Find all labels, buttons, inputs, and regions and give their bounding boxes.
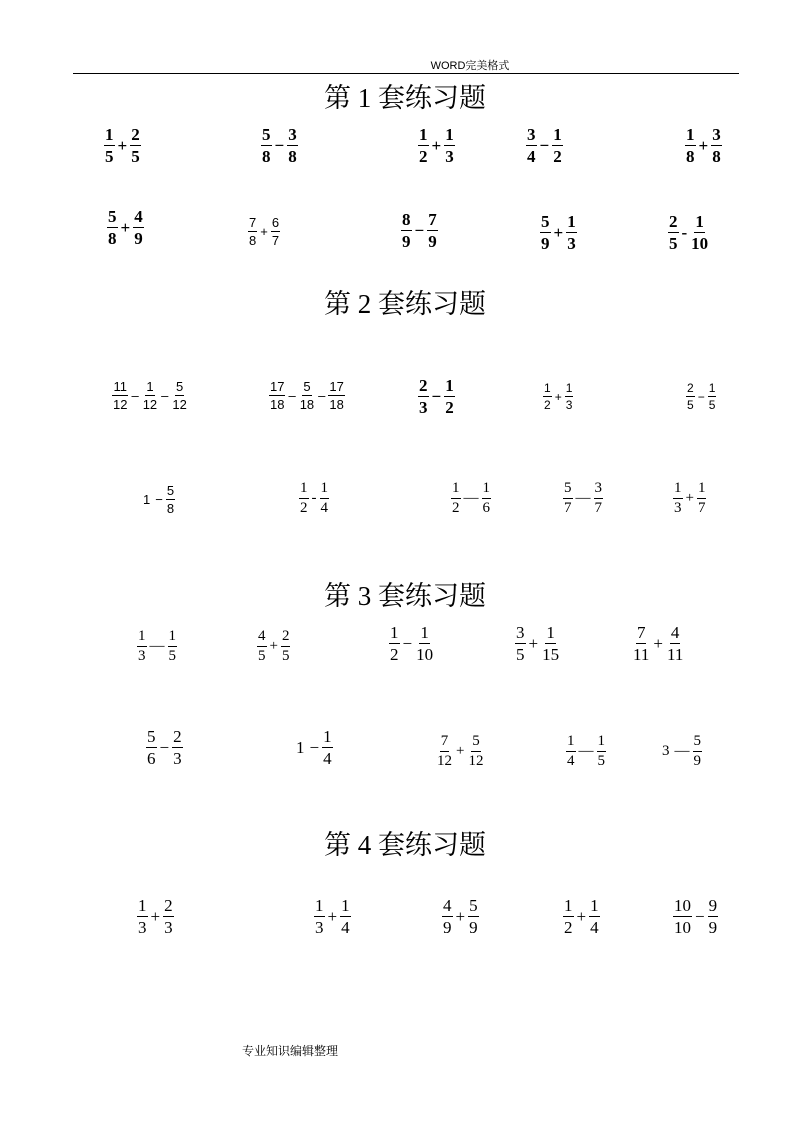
numerator: 9: [708, 896, 718, 915]
denominator: 3: [138, 918, 147, 937]
numerator: 1: [544, 381, 551, 395]
denominator: 9: [402, 232, 411, 251]
denominator: 7: [697, 500, 706, 516]
numerator: 10: [674, 896, 691, 915]
denominator: 5: [516, 645, 525, 664]
fraction: [708, 382, 717, 411]
fraction: [166, 484, 175, 515]
fraction: [328, 380, 344, 411]
operator: –: [318, 388, 326, 403]
denominator: 8: [686, 147, 695, 166]
problem-s3-7: [296, 728, 333, 767]
numerator: 3: [527, 125, 536, 144]
numerator: 1: [566, 734, 576, 752]
denominator: 2: [452, 500, 460, 516]
denominator: 6: [147, 749, 156, 768]
fraction: [444, 377, 455, 416]
denominator: 5: [597, 753, 605, 769]
operator: −: [309, 737, 320, 757]
numerator: 5: [471, 734, 481, 752]
problem-s4-5: [673, 897, 718, 936]
denominator: 4: [341, 918, 350, 937]
problem-s2-1: [112, 380, 188, 411]
denominator: 2: [445, 398, 454, 417]
numerator: 17: [329, 379, 344, 394]
denominator: 8: [108, 229, 117, 248]
numerator: 5: [563, 481, 573, 499]
numerator: 7: [440, 734, 450, 752]
operator: −: [431, 386, 442, 406]
operator: −: [274, 135, 285, 155]
problem-s2-2: [269, 380, 345, 411]
denominator: 3: [567, 234, 576, 253]
denominator: 5: [258, 648, 266, 664]
operator: +: [117, 135, 128, 155]
denominator: 12: [437, 753, 452, 769]
numerator: 6: [271, 215, 280, 230]
operator: +: [554, 389, 562, 404]
denominator: 4: [567, 753, 575, 769]
problem-s4-2: [314, 897, 351, 936]
operator: +: [553, 222, 564, 242]
operator: +: [269, 638, 278, 654]
numerator: 3: [288, 125, 297, 144]
section-title-3: 第 3 套练习题: [324, 581, 486, 611]
denominator: 11: [666, 645, 684, 664]
denominator: 7: [594, 500, 602, 516]
problem-s2-10: [673, 481, 706, 516]
section-title-1: 第 1 套练习题: [324, 83, 486, 113]
numerator: 5: [108, 207, 117, 226]
fraction: [711, 126, 722, 165]
denominator: 3: [445, 147, 454, 166]
numerator: 4: [443, 896, 452, 915]
numerator: 2: [131, 125, 140, 144]
denominator: 2: [544, 398, 551, 412]
fraction: [281, 629, 291, 664]
numerator: 2: [281, 629, 291, 647]
numerator: 1: [451, 481, 461, 499]
fraction: [693, 734, 703, 769]
fraction: [340, 897, 351, 936]
denominator: 5: [669, 234, 678, 253]
problem-s4-1: [137, 897, 174, 936]
fraction: [690, 213, 709, 252]
fraction: [427, 211, 438, 250]
fraction: [515, 624, 526, 663]
denominator: 12: [142, 397, 158, 412]
fraction: [597, 734, 607, 769]
fraction: [171, 380, 187, 411]
fraction: [172, 728, 183, 767]
numerator: 1: [445, 125, 454, 144]
denominator: 5: [687, 398, 694, 412]
fraction: [468, 897, 479, 936]
operator: +: [456, 743, 465, 759]
numerator: 5: [541, 212, 550, 231]
numerator: 5: [693, 734, 703, 752]
numerator: 1: [420, 623, 429, 642]
operator: +: [455, 906, 466, 926]
numerator: 1: [299, 481, 309, 499]
whole-number: 1: [296, 737, 305, 757]
fraction: [314, 897, 325, 936]
numerator: 1: [553, 125, 562, 144]
numerator: 1: [686, 125, 695, 144]
numerator: 5: [469, 896, 478, 915]
problem-s2-8: [451, 481, 491, 516]
operator: +: [576, 906, 587, 926]
fraction: [543, 382, 552, 411]
problem-s3-1: [137, 629, 177, 664]
fraction: [563, 897, 574, 936]
denominator: 4: [590, 918, 599, 937]
numerator: 5: [147, 727, 156, 746]
operator: +: [327, 906, 338, 926]
problem-s2-4: [543, 382, 573, 411]
numerator: 1: [138, 896, 147, 915]
fraction: [133, 208, 144, 247]
fraction: [163, 897, 174, 936]
numerator: 1: [482, 481, 492, 499]
numerator: 1: [168, 629, 178, 647]
fraction: [142, 380, 158, 411]
fraction: [708, 897, 719, 936]
fraction: [540, 213, 551, 252]
problem-s2-3: [418, 377, 455, 416]
denominator: 12: [468, 753, 484, 769]
denominator: 3: [315, 918, 324, 937]
denominator: 3: [674, 500, 682, 516]
numerator: 1: [597, 734, 607, 752]
numerator: 4: [134, 207, 143, 226]
numerator: 1: [673, 481, 683, 499]
section-title-4: 第 4 套练习题: [324, 830, 486, 860]
denominator: 10: [416, 645, 434, 664]
denominator: 5: [168, 648, 176, 664]
problem-s1-6: [107, 208, 144, 247]
numerator: 7: [428, 210, 437, 229]
fraction: [632, 624, 650, 663]
fraction: [552, 126, 563, 165]
fraction: [444, 126, 455, 165]
numerator: 11: [113, 379, 127, 394]
denominator: 5: [131, 147, 140, 166]
fraction: [565, 382, 574, 411]
fraction: [261, 126, 272, 165]
fraction: [299, 380, 315, 411]
numerator: 1: [320, 481, 330, 499]
operator: −: [697, 389, 705, 404]
numerator: 1: [315, 896, 324, 915]
denominator: 4: [527, 147, 536, 166]
fraction: [418, 377, 429, 416]
fraction: [112, 380, 128, 411]
problem-s3-10: [662, 734, 702, 769]
fraction: [299, 481, 309, 516]
fraction: [104, 126, 115, 165]
fraction: [589, 897, 600, 936]
denominator: 2: [300, 500, 308, 516]
whole-number: 3: [662, 743, 670, 759]
operator: −: [402, 633, 413, 653]
denominator: 11: [633, 645, 650, 664]
denominator: 9: [541, 234, 550, 253]
denominator: 2: [390, 645, 399, 664]
denominator: 12: [172, 397, 187, 412]
fraction: [137, 897, 148, 936]
fraction: [467, 734, 484, 769]
operator: +: [120, 217, 131, 237]
denominator: 5: [708, 398, 716, 412]
fraction: [287, 126, 298, 165]
numerator: 1: [341, 896, 350, 915]
operator: −: [155, 492, 163, 507]
numerator: 3: [594, 481, 604, 499]
numerator: 1: [695, 212, 704, 231]
numerator: 1: [137, 629, 147, 647]
denominator: 10: [674, 918, 691, 937]
operator: −: [695, 906, 705, 926]
fraction: [436, 734, 453, 769]
fraction: [673, 481, 683, 516]
numerator: 3: [712, 125, 721, 144]
problem-s4-3: [442, 897, 479, 936]
denominator: 7: [564, 500, 572, 516]
numerator: 7: [249, 215, 257, 230]
numerator: 1: [708, 381, 716, 395]
denominator: 9: [134, 229, 143, 248]
denominator: 3: [173, 749, 182, 768]
numerator: 1: [590, 896, 599, 915]
denominator: 9: [708, 918, 718, 937]
denominator: 5: [281, 648, 290, 664]
problem-s1-9: [540, 213, 577, 252]
fraction: [320, 481, 330, 516]
footer-text: 专业知识编辑整理: [242, 1044, 339, 1058]
fraction: [146, 728, 157, 767]
denominator: 9: [443, 918, 452, 937]
numerator: 17: [270, 379, 285, 394]
denominator: 9: [428, 232, 437, 251]
fraction: [668, 213, 679, 252]
operator: +: [150, 906, 161, 926]
problem-s3-4: [515, 624, 560, 663]
numerator: 7: [636, 623, 646, 642]
fraction: [418, 126, 429, 165]
denominator: 2: [553, 147, 562, 166]
fraction: [451, 481, 461, 516]
operator: —: [674, 743, 690, 759]
denominator: 9: [693, 753, 701, 769]
operator: –: [161, 388, 169, 403]
numerator: 1: [419, 125, 428, 144]
fraction: [563, 481, 573, 516]
denominator: 3: [164, 918, 173, 937]
denominator: 8: [288, 147, 297, 166]
fraction: [442, 897, 453, 936]
denominator: 6: [482, 500, 490, 516]
operator: +: [260, 224, 268, 239]
whole-number: 1: [143, 492, 151, 507]
numerator: 1: [105, 125, 114, 144]
denominator: 7: [271, 233, 280, 248]
numerator: 2: [669, 212, 678, 231]
problem-s3-6: [146, 728, 183, 767]
numerator: 5: [166, 483, 175, 498]
operator: -: [681, 222, 688, 242]
header-text: WORD完美格式: [430, 60, 510, 72]
fraction: [107, 208, 118, 247]
fraction: [541, 624, 560, 663]
operator: —: [578, 743, 594, 759]
numerator: 2: [164, 896, 173, 915]
numerator: 2: [419, 376, 428, 395]
fraction: [686, 382, 695, 411]
denominator: 3: [138, 648, 146, 664]
fraction: [130, 126, 141, 165]
operator: +: [431, 135, 442, 155]
operator: -: [311, 490, 317, 506]
fraction: [526, 126, 537, 165]
fraction: [269, 380, 285, 411]
fraction: [415, 624, 434, 663]
problem-s1-5: [685, 126, 722, 165]
numerator: 2: [687, 381, 694, 395]
fraction: [137, 629, 147, 664]
denominator: 8: [712, 147, 721, 166]
header-rule: [73, 73, 739, 74]
denominator: 9: [469, 918, 478, 937]
operator: −: [159, 737, 170, 757]
denominator: 2: [419, 147, 428, 166]
operator: —: [149, 638, 165, 654]
fraction: [482, 481, 492, 516]
denominator: 5: [105, 147, 114, 166]
denominator: 12: [113, 397, 128, 412]
numerator: 5: [176, 379, 184, 394]
operator: −: [539, 135, 550, 155]
numerator: 1: [564, 896, 573, 915]
fraction: [666, 624, 684, 663]
numerator: 3: [516, 623, 525, 642]
problem-s1-2: [261, 126, 298, 165]
denominator: 18: [299, 397, 315, 412]
operator: —: [463, 490, 479, 506]
numerator: 1: [546, 623, 555, 642]
numerator: 1: [445, 376, 454, 395]
operator: −: [414, 220, 425, 240]
fraction: [271, 216, 280, 247]
denominator: 4: [323, 749, 332, 768]
denominator: 3: [419, 398, 428, 417]
denominator: 8: [166, 501, 175, 516]
numerator: 1: [323, 727, 332, 746]
problem-s3-5: [632, 624, 684, 663]
numerator: 4: [670, 623, 680, 642]
fraction: [322, 728, 333, 767]
denominator: 2: [564, 918, 573, 937]
operator: +: [528, 633, 539, 653]
problem-s2-9: [563, 481, 603, 516]
problem-s3-9: [566, 734, 606, 769]
fraction: [673, 897, 692, 936]
fraction: [697, 481, 707, 516]
problem-s2-5: [686, 382, 716, 411]
numerator: 5: [262, 125, 271, 144]
fraction: [594, 481, 604, 516]
operator: +: [698, 135, 709, 155]
fraction: [566, 213, 577, 252]
denominator: 8: [249, 233, 257, 248]
problem-s1-10: [668, 213, 709, 252]
problem-s1-1: [104, 126, 141, 165]
fraction: [685, 126, 696, 165]
numerator: 4: [257, 629, 267, 647]
problem-s2-7: [299, 481, 329, 516]
problem-s3-2: [257, 629, 290, 664]
fraction: [401, 211, 412, 250]
section-title-2: 第 2 套练习题: [324, 289, 486, 319]
numerator: 8: [402, 210, 411, 229]
problem-s1-3: [418, 126, 455, 165]
numerator: 1: [146, 379, 154, 394]
denominator: 10: [691, 234, 709, 253]
denominator: 4: [320, 500, 328, 516]
operator: —: [575, 490, 591, 506]
operator: –: [288, 388, 296, 403]
numerator: 1: [697, 481, 707, 499]
numerator: 1: [567, 212, 576, 231]
problem-s1-7: [248, 216, 280, 247]
problem-s3-8: [436, 734, 484, 769]
fraction: [257, 629, 267, 664]
problem-s2-6: [143, 484, 175, 515]
numerator: 1: [390, 623, 399, 642]
fraction: [168, 629, 178, 664]
denominator: 18: [270, 397, 285, 412]
problem-s1-4: [526, 126, 563, 165]
fraction: [566, 734, 576, 769]
problem-s4-4: [563, 897, 600, 936]
fraction: [389, 624, 400, 663]
problem-s3-3: [389, 624, 434, 663]
denominator: 3: [565, 398, 573, 412]
denominator: 18: [329, 397, 344, 412]
numerator: 5: [303, 379, 311, 394]
denominator: 8: [262, 147, 271, 166]
problem-s1-8: [401, 211, 438, 250]
operator: +: [685, 490, 694, 506]
denominator: 15: [542, 645, 560, 664]
operator: +: [653, 633, 663, 653]
fraction: [248, 216, 257, 247]
operator: –: [131, 388, 139, 403]
numerator: 2: [173, 727, 182, 746]
numerator: 1: [565, 381, 573, 395]
